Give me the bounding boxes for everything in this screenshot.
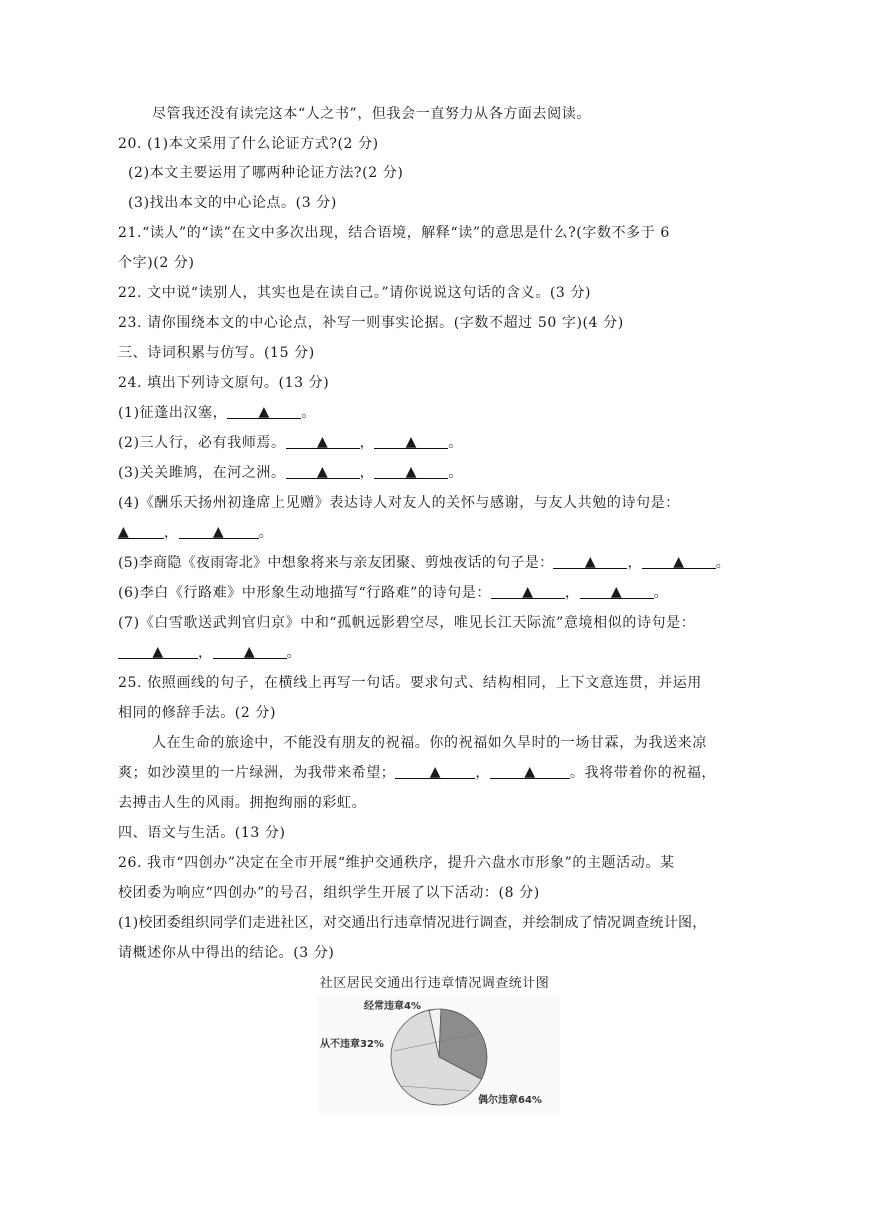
- question-text: (6)李白《行路难》中形象生动地描写“行路难”的诗句是：: [118, 585, 491, 601]
- punctuation: ，: [564, 585, 580, 601]
- passage-25-line3: 去搏击人生的风雨。拥抱绚丽的彩虹。: [118, 795, 367, 811]
- question-21-line2: 个字)(2 分): [118, 255, 195, 271]
- punctuation: 。: [301, 405, 316, 421]
- punctuation: ，: [359, 465, 375, 481]
- section-4-heading: 四、语文与生活。(13 分): [118, 825, 286, 841]
- question-26-1-line2: 请概述你从中得出的结论。(3 分): [118, 945, 335, 961]
- passage-25-line2: [118, 763, 716, 783]
- question-25-line2: 相同的修辞手法。(2 分): [118, 705, 277, 721]
- triangle-marker-icon: ▲: [152, 644, 164, 660]
- question-24: 24. 填出下列诗文原句。(13 分): [118, 375, 330, 391]
- question-text: (1)征蓬出汉塞，: [118, 405, 228, 421]
- question-24-6: [118, 583, 668, 603]
- triangle-marker-icon: ▲: [610, 584, 623, 600]
- punctuation: 。: [258, 525, 274, 541]
- triangle-marker-icon: ▲: [212, 524, 225, 540]
- punctuation: 。: [653, 585, 669, 601]
- slice-label: 经常违章4%: [364, 1001, 421, 1012]
- triangle-marker-icon: ▲: [584, 554, 596, 570]
- question-20: 20. (1)本文采用了什么论证方式?(2 分): [118, 136, 379, 152]
- question-24-1: [118, 403, 316, 423]
- answer-blank[interactable]: [490, 762, 570, 779]
- answer-blank[interactable]: [118, 522, 164, 539]
- question-26-1-line1: (1)校团委组织同学们走进社区，对交通出行违章情况进行调查，并绘制成了情况调查统计图，: [118, 915, 707, 931]
- slice-label: 偶尔违章64%: [478, 1095, 542, 1106]
- punctuation: ，: [627, 555, 642, 571]
- answer-blank[interactable]: [553, 552, 627, 569]
- triangle-marker-icon: ▲: [522, 584, 534, 600]
- passage-text: 。我将带着你的祝福，: [570, 765, 717, 781]
- section-3-heading: 三、诗词积累与仿写。(15 分): [118, 345, 315, 361]
- triangle-marker-icon: ▲: [405, 464, 417, 480]
- question-text: (5)李商隐《夜雨寄北》中想象将来与亲友团聚、剪烛夜话的句子是：: [118, 555, 554, 571]
- answer-blank[interactable]: [374, 432, 448, 449]
- answer-blank[interactable]: [286, 432, 360, 449]
- triangle-marker-icon: ▲: [405, 434, 417, 450]
- punctuation: ，: [359, 435, 375, 451]
- triangle-marker-icon: ▲: [258, 404, 270, 420]
- triangle-marker-icon: ▲: [524, 764, 536, 780]
- question-24-2: [118, 433, 463, 453]
- answer-blank[interactable]: [395, 762, 475, 779]
- question-24-5: [118, 553, 730, 573]
- chart-title: 社区居民交通出行违章情况调查统计图: [319, 976, 550, 991]
- answer-blank[interactable]: [213, 642, 287, 659]
- text-line: 尽管我还没有读完这本“人之书”，但我会一直努力从各方面去阅读。: [152, 106, 591, 122]
- passage-text: 爽；如沙漠里的一片绿洲，为我带来希望；: [118, 765, 396, 781]
- answer-blank[interactable]: [374, 462, 448, 479]
- question-21-line1: 21.“读人”的“读”在文中多次出现，结合语境，解释“读”的意思是什么?(字数不多于 6: [118, 225, 670, 241]
- answer-blank[interactable]: [491, 582, 565, 599]
- slice-label: 从不违章32%: [320, 1039, 384, 1050]
- answer-blank[interactable]: [580, 582, 654, 599]
- question-24-7-answers: [118, 643, 301, 663]
- triangle-marker-icon: ▲: [673, 554, 685, 570]
- question-24-7: (7)《白雪歌送武判官归京》中和“孤帆远影碧空尽，唯见长江天际流”意境相似的诗句是：: [118, 615, 696, 631]
- triangle-marker-icon: ▲: [316, 434, 329, 450]
- punctuation: ，: [198, 645, 213, 661]
- question-20-3: (3)找出本文的中心论点。(3 分): [128, 195, 337, 211]
- answer-blank[interactable]: [179, 522, 259, 539]
- question-text: (2)三人行，必有我师焉。: [118, 435, 286, 451]
- answer-blank[interactable]: [642, 552, 716, 569]
- question-24-3: [118, 463, 463, 483]
- question-22: 22. 文中说“读别人，其实也是在读自己。”请你说说这句话的含义。(3 分): [118, 285, 592, 301]
- question-23: 23. 请你围绕本文的中心论点，补写一则事实论据。(字数不超过 50 字)(4 分): [118, 315, 624, 331]
- answer-blank[interactable]: [118, 642, 198, 659]
- punctuation: 。: [715, 555, 731, 571]
- question-text: (3)关关雎鸠，在河之洲。: [118, 465, 286, 481]
- question-25-line1: 25. 依照画线的句子，在横线上再写一句话。要求句式、结构相同，上下文意连贯，并运用: [118, 675, 702, 691]
- question-20-2: (2)本文主要运用了哪两种论证方法?(2 分): [128, 165, 404, 181]
- punctuation: 。: [448, 435, 463, 451]
- answer-blank[interactable]: [286, 462, 360, 479]
- triangle-marker-icon: ▲: [316, 464, 329, 480]
- triangle-marker-icon: ▲: [429, 764, 442, 780]
- punctuation: ，: [475, 765, 491, 781]
- question-24-4: (4)《酬乐天扬州初逢席上见赠》表达诗人对友人的关怀与感谢，与友人共勉的诗句是：: [118, 495, 680, 511]
- punctuation: 。: [286, 645, 302, 661]
- pie-chart: [318, 995, 560, 1113]
- answer-blank[interactable]: [227, 402, 301, 419]
- triangle-marker-icon: ▲: [118, 524, 130, 540]
- triangle-marker-icon: ▲: [243, 644, 256, 660]
- question-26-line2: 校团委为响应“四创办”的号召，组织学生开展了以下活动：(8 分): [118, 885, 540, 901]
- question-26-line1: 26. 我市“四创办”决定在全市开展“维护交通秩序，提升六盘水市形象”的主题活动。某: [118, 855, 675, 871]
- punctuation: ，: [164, 525, 179, 541]
- punctuation: 。: [448, 465, 463, 481]
- pie-chart-svg: [318, 995, 560, 1113]
- question-24-4-answers: [118, 523, 273, 543]
- passage-25-line1: 人在生命的旅途中，不能没有朋友的祝福。你的祝福如久旱时的一场甘霖，为我送来凉: [152, 735, 707, 751]
